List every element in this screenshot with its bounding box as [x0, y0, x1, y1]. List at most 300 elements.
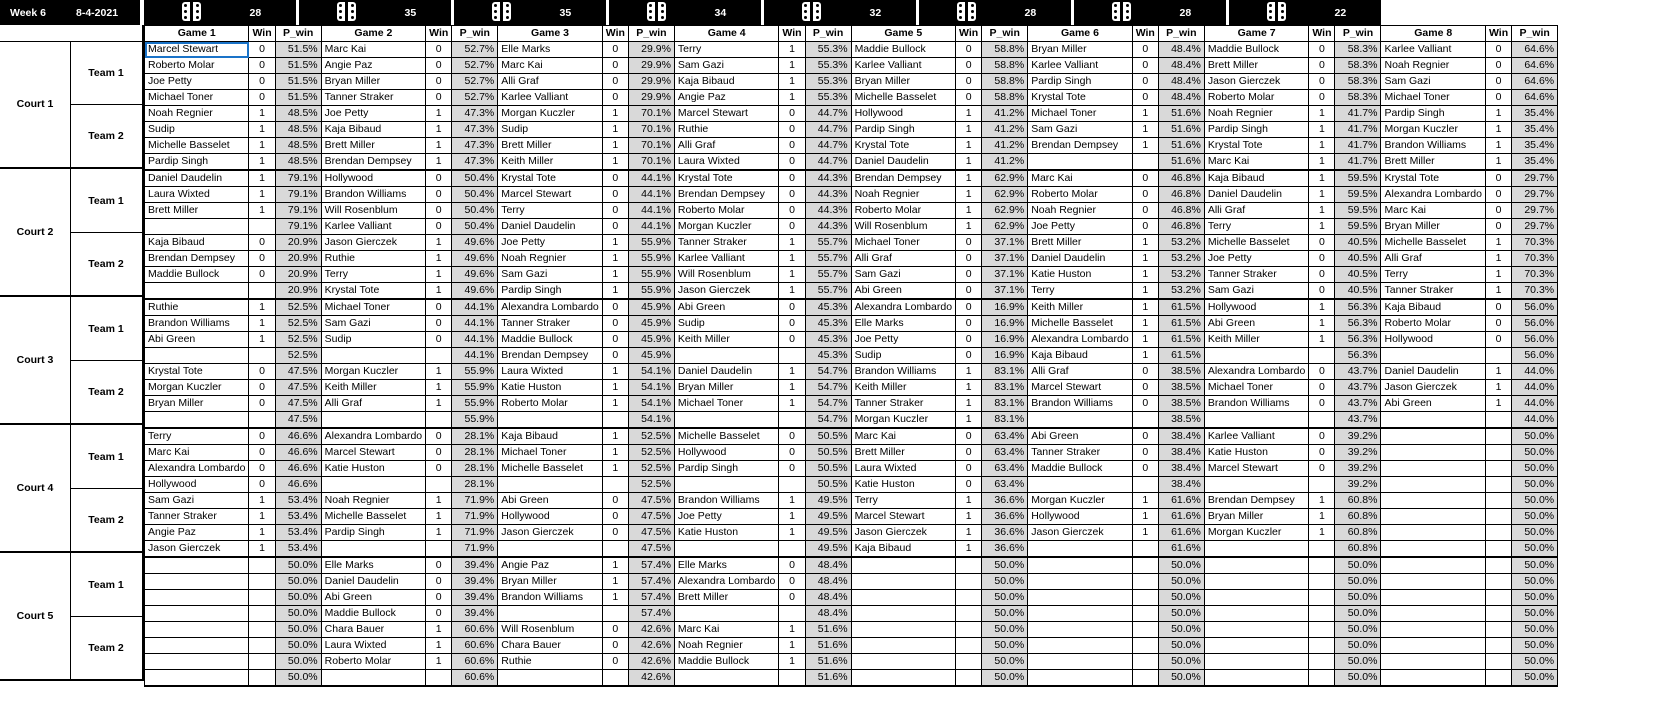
win-cell[interactable]: 1: [602, 380, 628, 396]
win-cell[interactable]: 0: [779, 445, 805, 461]
player-cell[interactable]: Marcel Stewart: [1028, 380, 1132, 396]
player-cell[interactable]: Kaja Bibaud: [321, 122, 425, 138]
player-cell[interactable]: Hollywood: [674, 445, 778, 461]
player-cell[interactable]: Sudip: [321, 332, 425, 348]
win-cell[interactable]: [1485, 606, 1511, 622]
win-cell[interactable]: [602, 412, 628, 429]
win-cell[interactable]: 0: [426, 42, 452, 58]
player-cell[interactable]: [145, 606, 249, 622]
player-cell[interactable]: Maddie Bullock: [851, 42, 955, 58]
win-cell[interactable]: [426, 670, 452, 687]
player-cell[interactable]: Keith Miller: [1028, 299, 1132, 316]
player-cell[interactable]: Jason Gierczek: [1028, 525, 1132, 541]
pwin-cell[interactable]: 57.4%: [628, 574, 674, 590]
pwin-cell[interactable]: 79.1%: [275, 203, 321, 219]
pwin-cell[interactable]: 52.7%: [452, 90, 498, 106]
win-cell[interactable]: 1: [956, 380, 982, 396]
win-cell[interactable]: 0: [249, 267, 275, 283]
pwin-cell[interactable]: 20.9%: [275, 283, 321, 300]
win-cell[interactable]: 0: [426, 58, 452, 74]
player-cell[interactable]: Karlee Valliant: [1381, 42, 1485, 58]
pwin-cell[interactable]: 55.3%: [805, 74, 851, 90]
player-cell[interactable]: Will Rosenblum: [321, 203, 425, 219]
pwin-cell[interactable]: 48.4%: [805, 590, 851, 606]
win-cell[interactable]: 1: [249, 106, 275, 122]
pwin-cell[interactable]: 71.9%: [452, 493, 498, 509]
pwin-cell[interactable]: 44.3%: [805, 219, 851, 235]
player-cell[interactable]: Katie Huston: [674, 525, 778, 541]
player-cell[interactable]: Laura Wixted: [498, 364, 602, 380]
pwin-cell[interactable]: 54.7%: [805, 412, 851, 429]
pwin-cell[interactable]: 44.3%: [805, 187, 851, 203]
player-cell[interactable]: Daniel Daudelin: [145, 170, 249, 187]
pwin-cell[interactable]: 50.0%: [275, 574, 321, 590]
win-cell[interactable]: 0: [779, 122, 805, 138]
player-cell[interactable]: Sam Gazi: [851, 267, 955, 283]
pwin-cell[interactable]: 38.4%: [1158, 428, 1204, 445]
player-cell[interactable]: Tanner Straker: [1028, 445, 1132, 461]
player-cell[interactable]: Tanner Straker: [145, 509, 249, 525]
win-cell[interactable]: 1: [956, 412, 982, 429]
win-cell[interactable]: 0: [1485, 170, 1511, 187]
win-cell[interactable]: 0: [956, 348, 982, 364]
player-cell[interactable]: Ruthie: [498, 654, 602, 670]
pwin-cell[interactable]: 44.0%: [1512, 380, 1558, 396]
win-cell[interactable]: 1: [779, 251, 805, 267]
win-cell[interactable]: 0: [1309, 380, 1335, 396]
win-cell[interactable]: 1: [779, 58, 805, 74]
win-cell[interactable]: [249, 590, 275, 606]
pwin-cell[interactable]: 44.0%: [1512, 364, 1558, 380]
pwin-cell[interactable]: 48.5%: [275, 106, 321, 122]
pwin-cell[interactable]: 50.0%: [1158, 670, 1204, 687]
pwin-cell[interactable]: 50.0%: [1158, 654, 1204, 670]
player-cell[interactable]: [1028, 654, 1132, 670]
pwin-cell[interactable]: 35.4%: [1512, 106, 1558, 122]
win-cell[interactable]: 1: [426, 267, 452, 283]
win-cell[interactable]: 1: [602, 364, 628, 380]
win-cell[interactable]: [1485, 493, 1511, 509]
win-cell[interactable]: 1: [1309, 525, 1335, 541]
win-cell[interactable]: 1: [1132, 106, 1158, 122]
pwin-cell[interactable]: 46.8%: [1158, 170, 1204, 187]
pwin-cell[interactable]: 50.0%: [275, 622, 321, 638]
player-cell[interactable]: Terry: [498, 203, 602, 219]
player-cell[interactable]: Alexandra Lombardo: [321, 428, 425, 445]
win-cell[interactable]: 0: [1132, 90, 1158, 106]
player-cell[interactable]: [321, 477, 425, 493]
win-cell[interactable]: 0: [956, 283, 982, 300]
pwin-cell[interactable]: 16.9%: [982, 332, 1028, 348]
pwin-cell[interactable]: 55.3%: [805, 58, 851, 74]
player-cell[interactable]: Laura Wixted: [674, 154, 778, 171]
win-cell[interactable]: 1: [779, 42, 805, 58]
player-cell[interactable]: Michael Toner: [1204, 380, 1308, 396]
player-cell[interactable]: Elle Marks: [321, 557, 425, 574]
win-cell[interactable]: [249, 654, 275, 670]
player-cell[interactable]: Alexandra Lombardo: [1204, 364, 1308, 380]
win-cell[interactable]: 0: [602, 622, 628, 638]
pwin-cell[interactable]: 37.1%: [982, 283, 1028, 300]
win-cell[interactable]: 1: [1309, 299, 1335, 316]
pwin-cell[interactable]: 52.5%: [628, 477, 674, 493]
win-cell[interactable]: 0: [779, 299, 805, 316]
win-cell[interactable]: 0: [249, 58, 275, 74]
win-cell[interactable]: 1: [426, 154, 452, 171]
player-cell[interactable]: Karlee Valliant: [674, 251, 778, 267]
player-cell[interactable]: [851, 638, 955, 654]
player-cell[interactable]: [851, 654, 955, 670]
pwin-cell[interactable]: 60.6%: [452, 670, 498, 687]
win-cell[interactable]: 1: [1309, 154, 1335, 171]
pwin-cell[interactable]: 54.1%: [628, 380, 674, 396]
player-cell[interactable]: Terry: [145, 428, 249, 445]
win-cell[interactable]: 0: [1309, 461, 1335, 477]
pwin-cell[interactable]: 42.6%: [628, 638, 674, 654]
pwin-cell[interactable]: 51.6%: [805, 638, 851, 654]
win-cell[interactable]: 1: [1132, 525, 1158, 541]
pwin-cell[interactable]: 29.7%: [1512, 219, 1558, 235]
player-cell[interactable]: [1204, 654, 1308, 670]
player-cell[interactable]: Karlee Valliant: [1204, 428, 1308, 445]
player-cell[interactable]: Bryan Miller: [674, 380, 778, 396]
win-cell[interactable]: [1132, 590, 1158, 606]
win-cell[interactable]: 1: [1485, 364, 1511, 380]
win-cell[interactable]: 1: [779, 638, 805, 654]
win-cell[interactable]: [1309, 638, 1335, 654]
pwin-cell[interactable]: 55.7%: [805, 251, 851, 267]
pwin-cell[interactable]: 29.9%: [628, 90, 674, 106]
win-cell[interactable]: 1: [426, 380, 452, 396]
player-cell[interactable]: [1204, 477, 1308, 493]
pwin-cell[interactable]: 44.7%: [805, 122, 851, 138]
win-cell[interactable]: 1: [1309, 187, 1335, 203]
player-cell[interactable]: Morgan Kuczler: [1381, 122, 1485, 138]
win-cell[interactable]: 0: [249, 74, 275, 90]
pwin-cell[interactable]: 43.7%: [1335, 412, 1381, 429]
player-cell[interactable]: Marc Kai: [1381, 203, 1485, 219]
player-cell[interactable]: [145, 219, 249, 235]
pwin-cell[interactable]: 39.4%: [452, 606, 498, 622]
pwin-cell[interactable]: 71.9%: [452, 541, 498, 558]
pwin-cell[interactable]: 55.7%: [805, 267, 851, 283]
player-cell[interactable]: Brett Miller: [851, 445, 955, 461]
win-cell[interactable]: [602, 477, 628, 493]
player-cell[interactable]: Alexandra Lombardo: [1381, 187, 1485, 203]
player-cell[interactable]: Bryan Miller: [321, 74, 425, 90]
win-cell[interactable]: [1485, 348, 1511, 364]
pwin-cell[interactable]: 50.0%: [275, 606, 321, 622]
win-cell[interactable]: 1: [956, 122, 982, 138]
win-cell[interactable]: 0: [1485, 187, 1511, 203]
player-cell[interactable]: Daniel Daudelin: [321, 574, 425, 590]
win-cell[interactable]: [779, 606, 805, 622]
pwin-cell[interactable]: 50.0%: [1512, 590, 1558, 606]
win-cell[interactable]: 1: [1485, 138, 1511, 154]
win-cell[interactable]: [1132, 154, 1158, 171]
player-cell[interactable]: Joe Petty: [321, 106, 425, 122]
player-cell[interactable]: [1381, 638, 1485, 654]
win-cell[interactable]: [249, 219, 275, 235]
win-cell[interactable]: [1309, 606, 1335, 622]
pwin-cell[interactable]: 28.1%: [452, 461, 498, 477]
player-cell[interactable]: Michelle Basselet: [1381, 235, 1485, 251]
win-cell[interactable]: 1: [602, 235, 628, 251]
pwin-cell[interactable]: 41.2%: [982, 154, 1028, 171]
player-cell[interactable]: Sudip: [145, 122, 249, 138]
player-cell[interactable]: Jason Gierczek: [145, 541, 249, 558]
win-cell[interactable]: [249, 574, 275, 590]
win-cell[interactable]: [956, 670, 982, 687]
win-cell[interactable]: [1132, 541, 1158, 558]
player-cell[interactable]: Morgan Kuczler: [1204, 525, 1308, 541]
pwin-cell[interactable]: 50.0%: [1158, 638, 1204, 654]
player-cell[interactable]: Kaja Bibaud: [145, 235, 249, 251]
player-cell[interactable]: Tanner Straker: [321, 90, 425, 106]
pwin-cell[interactable]: 48.4%: [1158, 90, 1204, 106]
pwin-cell[interactable]: 52.7%: [452, 58, 498, 74]
player-cell[interactable]: Michael Toner: [498, 445, 602, 461]
pwin-cell[interactable]: 55.9%: [452, 380, 498, 396]
player-cell[interactable]: Alexandra Lombardo: [674, 574, 778, 590]
pwin-cell[interactable]: 50.0%: [275, 590, 321, 606]
pwin-cell[interactable]: 83.1%: [982, 364, 1028, 380]
pwin-cell[interactable]: 83.1%: [982, 380, 1028, 396]
player-cell[interactable]: [1028, 622, 1132, 638]
player-cell[interactable]: [1204, 412, 1308, 429]
win-cell[interactable]: 1: [426, 283, 452, 300]
win-cell[interactable]: [249, 622, 275, 638]
win-cell[interactable]: [779, 541, 805, 558]
player-cell[interactable]: [1381, 654, 1485, 670]
pwin-cell[interactable]: 70.3%: [1512, 251, 1558, 267]
player-cell[interactable]: Alexandra Lombardo: [1028, 332, 1132, 348]
win-cell[interactable]: 1: [602, 122, 628, 138]
player-cell[interactable]: Roberto Molar: [1204, 90, 1308, 106]
pwin-cell[interactable]: 29.7%: [1512, 203, 1558, 219]
player-cell[interactable]: Will Rosenblum: [674, 267, 778, 283]
win-cell[interactable]: 1: [779, 364, 805, 380]
player-cell[interactable]: Marc Kai: [1204, 154, 1308, 171]
win-cell[interactable]: 1: [426, 638, 452, 654]
pwin-cell[interactable]: 44.7%: [805, 138, 851, 154]
pwin-cell[interactable]: 50.4%: [452, 203, 498, 219]
win-cell[interactable]: 1: [779, 493, 805, 509]
win-cell[interactable]: 1: [249, 187, 275, 203]
pwin-cell[interactable]: 46.6%: [275, 428, 321, 445]
player-cell[interactable]: Pardip Singh: [145, 154, 249, 171]
win-cell[interactable]: 0: [1309, 396, 1335, 412]
pwin-cell[interactable]: 47.3%: [452, 154, 498, 171]
win-cell[interactable]: [1132, 477, 1158, 493]
win-cell[interactable]: 1: [1132, 332, 1158, 348]
win-cell[interactable]: 0: [249, 461, 275, 477]
player-cell[interactable]: Maddie Bullock: [145, 267, 249, 283]
win-cell[interactable]: 0: [249, 235, 275, 251]
win-cell[interactable]: 0: [1309, 58, 1335, 74]
win-cell[interactable]: 1: [249, 299, 275, 316]
win-cell[interactable]: [1309, 412, 1335, 429]
pwin-cell[interactable]: 35.4%: [1512, 154, 1558, 171]
player-cell[interactable]: Noah Regnier: [1028, 203, 1132, 219]
win-cell[interactable]: 1: [956, 154, 982, 171]
win-cell[interactable]: 0: [1485, 58, 1511, 74]
win-cell[interactable]: [956, 574, 982, 590]
pwin-cell[interactable]: 40.5%: [1335, 267, 1381, 283]
player-cell[interactable]: Keith Miller: [321, 380, 425, 396]
player-cell[interactable]: Joe Petty: [851, 332, 955, 348]
win-cell[interactable]: 1: [249, 332, 275, 348]
player-cell[interactable]: [145, 283, 249, 300]
player-cell[interactable]: Pardip Singh: [498, 283, 602, 300]
pwin-cell[interactable]: 79.1%: [275, 219, 321, 235]
win-cell[interactable]: [779, 348, 805, 364]
pwin-cell[interactable]: 61.6%: [1158, 493, 1204, 509]
win-cell[interactable]: [779, 670, 805, 687]
player-cell[interactable]: [1381, 493, 1485, 509]
win-cell[interactable]: [1485, 445, 1511, 461]
pwin-cell[interactable]: 47.3%: [452, 122, 498, 138]
player-cell[interactable]: [674, 606, 778, 622]
player-cell[interactable]: [1381, 509, 1485, 525]
win-cell[interactable]: [249, 348, 275, 364]
player-cell[interactable]: [145, 348, 249, 364]
win-cell[interactable]: 0: [1132, 461, 1158, 477]
pwin-cell[interactable]: 50.0%: [1512, 638, 1558, 654]
player-cell[interactable]: Hollywood: [1028, 509, 1132, 525]
player-cell[interactable]: Maddie Bullock: [498, 332, 602, 348]
player-cell[interactable]: [1381, 541, 1485, 558]
pwin-cell[interactable]: 47.5%: [275, 412, 321, 429]
pwin-cell[interactable]: 47.5%: [275, 396, 321, 412]
pwin-cell[interactable]: 50.0%: [1512, 606, 1558, 622]
player-cell[interactable]: Elle Marks: [851, 316, 955, 332]
pwin-cell[interactable]: 55.9%: [452, 412, 498, 429]
pwin-cell[interactable]: 16.9%: [982, 316, 1028, 332]
player-cell[interactable]: Ruthie: [145, 299, 249, 316]
player-cell[interactable]: [145, 590, 249, 606]
pwin-cell[interactable]: 45.9%: [628, 332, 674, 348]
player-cell[interactable]: Brandon Williams: [1028, 396, 1132, 412]
pwin-cell[interactable]: 58.8%: [982, 90, 1028, 106]
player-cell[interactable]: Michael Toner: [674, 396, 778, 412]
player-cell[interactable]: Pardip Singh: [674, 461, 778, 477]
player-cell[interactable]: [1381, 557, 1485, 574]
pwin-cell[interactable]: 62.9%: [982, 170, 1028, 187]
player-cell[interactable]: Joe Petty: [145, 74, 249, 90]
pwin-cell[interactable]: 50.5%: [805, 428, 851, 445]
win-cell[interactable]: 1: [1485, 283, 1511, 300]
player-cell[interactable]: Jason Gierczek: [851, 525, 955, 541]
pwin-cell[interactable]: 62.9%: [982, 203, 1028, 219]
player-cell[interactable]: [145, 654, 249, 670]
player-cell[interactable]: [1028, 670, 1132, 687]
win-cell[interactable]: 0: [956, 332, 982, 348]
win-cell[interactable]: 0: [779, 332, 805, 348]
win-cell[interactable]: 1: [779, 622, 805, 638]
pwin-cell[interactable]: 53.2%: [1158, 235, 1204, 251]
pwin-cell[interactable]: 70.1%: [628, 106, 674, 122]
pwin-cell[interactable]: 58.3%: [1335, 42, 1381, 58]
win-cell[interactable]: [1485, 541, 1511, 558]
pwin-cell[interactable]: 50.0%: [1512, 670, 1558, 687]
player-cell[interactable]: Kaja Bibaud: [674, 74, 778, 90]
pwin-cell[interactable]: 49.5%: [805, 541, 851, 558]
player-cell[interactable]: Tanner Straker: [1204, 267, 1308, 283]
player-cell[interactable]: [1028, 606, 1132, 622]
win-cell[interactable]: 0: [1309, 42, 1335, 58]
pwin-cell[interactable]: 48.4%: [1158, 74, 1204, 90]
player-cell[interactable]: Roberto Molar: [145, 58, 249, 74]
player-cell[interactable]: Bryan Miller: [1204, 509, 1308, 525]
pwin-cell[interactable]: 53.2%: [1158, 283, 1204, 300]
player-cell[interactable]: Brandon Williams: [321, 187, 425, 203]
win-cell[interactable]: 0: [1309, 251, 1335, 267]
player-cell[interactable]: Michelle Basselet: [321, 509, 425, 525]
player-cell[interactable]: [321, 412, 425, 429]
win-cell[interactable]: 0: [956, 251, 982, 267]
player-cell[interactable]: Tanner Straker: [851, 396, 955, 412]
pwin-cell[interactable]: 50.0%: [1512, 493, 1558, 509]
player-cell[interactable]: Ruthie: [674, 122, 778, 138]
pwin-cell[interactable]: 62.9%: [982, 219, 1028, 235]
win-cell[interactable]: [426, 412, 452, 429]
player-cell[interactable]: Marcel Stewart: [851, 509, 955, 525]
win-cell[interactable]: 0: [1485, 42, 1511, 58]
player-cell[interactable]: Alli Graf: [851, 251, 955, 267]
player-cell[interactable]: [674, 348, 778, 364]
win-cell[interactable]: [1132, 622, 1158, 638]
player-cell[interactable]: Roberto Molar: [1381, 316, 1485, 332]
player-cell[interactable]: Brandon Williams: [498, 590, 602, 606]
pwin-cell[interactable]: 70.1%: [628, 122, 674, 138]
pwin-cell[interactable]: 50.0%: [982, 574, 1028, 590]
win-cell[interactable]: [426, 477, 452, 493]
win-cell[interactable]: [1309, 477, 1335, 493]
win-cell[interactable]: [1485, 461, 1511, 477]
win-cell[interactable]: 1: [249, 525, 275, 541]
player-cell[interactable]: Abi Green: [321, 590, 425, 606]
pwin-cell[interactable]: 61.6%: [1158, 525, 1204, 541]
win-cell[interactable]: 1: [779, 90, 805, 106]
player-cell[interactable]: Bryan Miller: [851, 74, 955, 90]
pwin-cell[interactable]: 47.5%: [628, 541, 674, 558]
player-cell[interactable]: [1381, 622, 1485, 638]
win-cell[interactable]: 0: [956, 316, 982, 332]
player-cell[interactable]: Tanner Straker: [674, 235, 778, 251]
player-cell[interactable]: Elle Marks: [674, 557, 778, 574]
win-cell[interactable]: 1: [1309, 106, 1335, 122]
player-cell[interactable]: Daniel Daudelin: [1204, 187, 1308, 203]
pwin-cell[interactable]: 48.5%: [275, 138, 321, 154]
win-cell[interactable]: 1: [1309, 219, 1335, 235]
win-cell[interactable]: 0: [1309, 267, 1335, 283]
pwin-cell[interactable]: 37.1%: [982, 267, 1028, 283]
win-cell[interactable]: 1: [1309, 332, 1335, 348]
player-cell[interactable]: Pardip Singh: [1204, 122, 1308, 138]
pwin-cell[interactable]: 52.7%: [452, 42, 498, 58]
win-cell[interactable]: 1: [779, 235, 805, 251]
pwin-cell[interactable]: 35.4%: [1512, 138, 1558, 154]
pwin-cell[interactable]: 50.0%: [1512, 622, 1558, 638]
player-cell[interactable]: Sudip: [498, 122, 602, 138]
player-cell[interactable]: [1028, 412, 1132, 429]
pwin-cell[interactable]: 45.3%: [805, 348, 851, 364]
pwin-cell[interactable]: 63.4%: [982, 428, 1028, 445]
win-cell[interactable]: 0: [602, 74, 628, 90]
pwin-cell[interactable]: 71.9%: [452, 509, 498, 525]
pwin-cell[interactable]: 79.1%: [275, 187, 321, 203]
